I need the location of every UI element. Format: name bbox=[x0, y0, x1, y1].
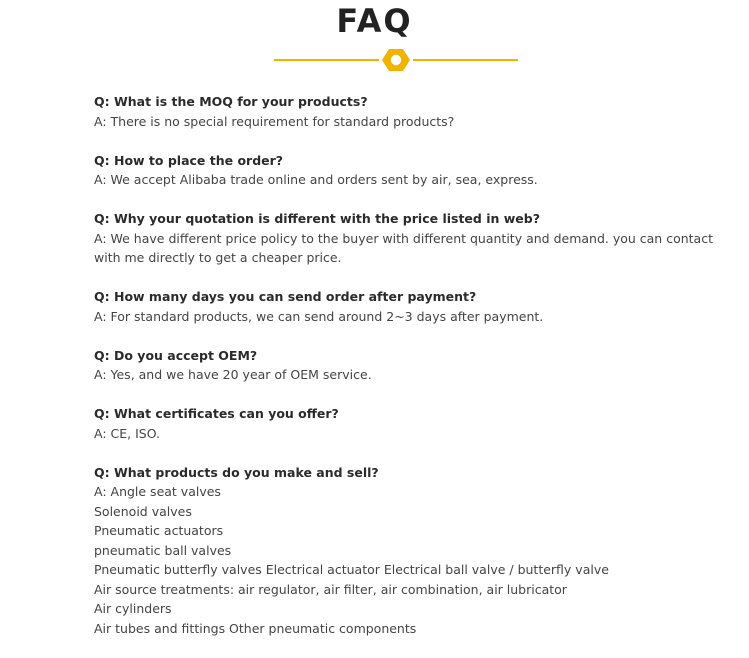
product-line: Air source treatments: air regulator, air filter, air combination, air lubricator bbox=[94, 581, 567, 597]
faq-answer: A: CE, ISO. bbox=[94, 425, 161, 441]
faq-item bbox=[94, 209, 714, 268]
faq-item bbox=[94, 287, 714, 326]
faq-item bbox=[94, 404, 714, 443]
faq-answer: A: We have different price policy to the buyer with different quantity and demand. you can contact with me directly to get a cheaper price. bbox=[94, 230, 713, 265]
faq-question: Q: How many days you can send order after payment? bbox=[94, 289, 477, 304]
faq-item bbox=[94, 346, 714, 385]
faq-question: Q: What certificates can you offer? bbox=[94, 406, 339, 421]
divider-line-right bbox=[413, 59, 518, 61]
faq-answer: A: There is no special requirement for standard products? bbox=[94, 113, 455, 129]
faq-item bbox=[94, 92, 714, 131]
product-line: Pneumatic butterfly valves Electrical actuator Electrical ball valve / butterfly valve bbox=[94, 562, 609, 577]
title-divider bbox=[274, 48, 518, 72]
faq-list bbox=[94, 92, 714, 658]
product-line: A: Angle seat valves bbox=[94, 484, 221, 499]
faq-question: Q: Do you accept OEM? bbox=[94, 347, 258, 363]
faq-answer: A: For standard products, we can send around 2~3 days after payment. bbox=[94, 308, 544, 324]
divider-line-left bbox=[274, 59, 379, 61]
page-title: FAQ bbox=[336, 2, 413, 40]
product-line: Solenoid valves bbox=[94, 503, 192, 519]
faq-question: Q: Why your quotation is different with the price listed in web? bbox=[94, 211, 540, 226]
faq-question: Q: What is the MOQ for your products? bbox=[94, 94, 368, 109]
faq-item bbox=[94, 151, 714, 190]
product-line: pneumatic ball valves bbox=[94, 542, 232, 558]
faq-question: Q: What products do you make and sell? bbox=[94, 464, 379, 480]
faq-answer: A: We accept Alibaba trade online and orders sent by air, sea, express. bbox=[94, 172, 538, 187]
faq-item-products bbox=[94, 463, 714, 639]
product-line: Pneumatic actuators bbox=[94, 523, 224, 538]
faq-answer: A: Yes, and we have 20 year of OEM service. bbox=[94, 367, 372, 382]
hexagon-nut-icon bbox=[381, 48, 411, 72]
faq-question: Q: How to place the order? bbox=[94, 152, 284, 168]
product-line: Air cylinders bbox=[94, 601, 172, 616]
product-line: Air tubes and fittings Other pneumatic components bbox=[94, 620, 417, 636]
